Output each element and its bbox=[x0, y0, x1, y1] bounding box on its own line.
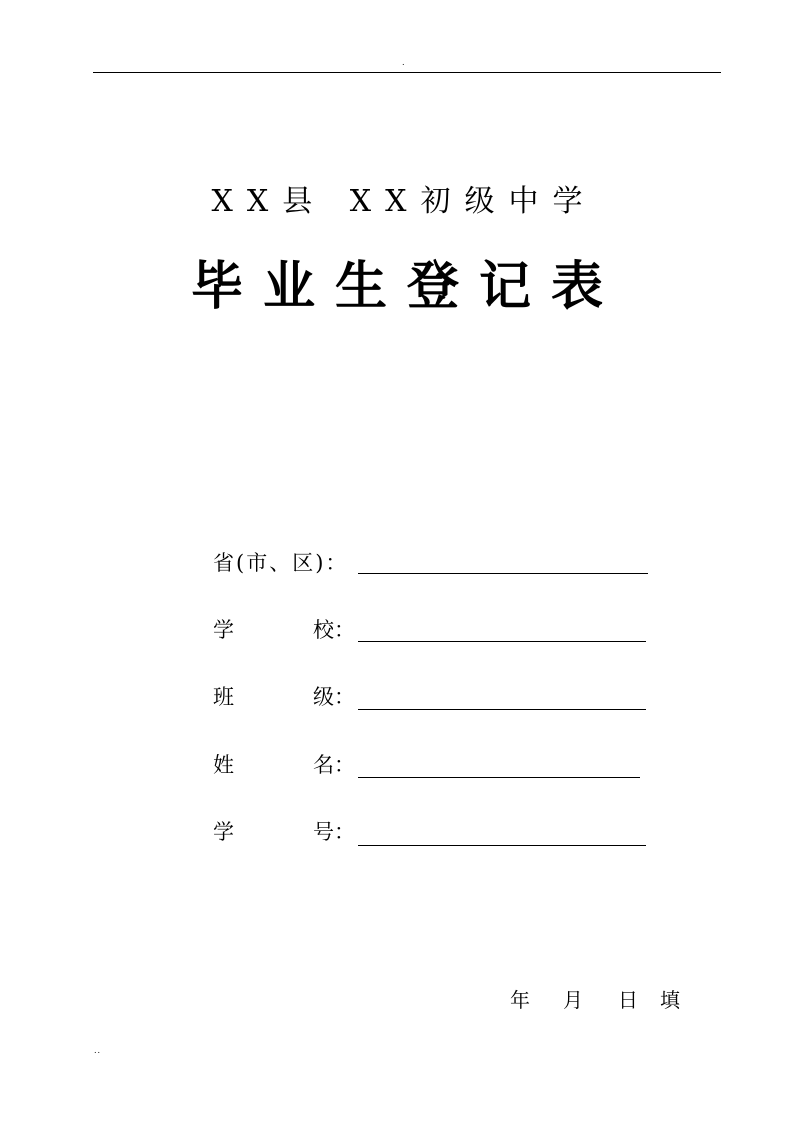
class-label-right: 级： bbox=[313, 685, 355, 709]
student-number-label-left: 学 bbox=[213, 820, 234, 844]
form-title: 毕业生登记表 bbox=[190, 256, 623, 317]
class-field-label bbox=[213, 685, 355, 709]
name-field-line bbox=[358, 777, 640, 778]
province-label-text: 省(市、区)： bbox=[213, 551, 349, 575]
school-field-line bbox=[358, 641, 646, 642]
class-label-left: 班 bbox=[213, 685, 234, 709]
date-fill-label: 填 bbox=[660, 988, 680, 1012]
class-field-line bbox=[358, 709, 646, 710]
date-month-label: 月 bbox=[563, 988, 583, 1012]
province-field-label bbox=[213, 551, 355, 575]
header-mark: . bbox=[402, 58, 405, 67]
student-number-field-line bbox=[358, 845, 646, 846]
name-label-left: 姓 bbox=[213, 753, 234, 777]
date-day-label: 日 bbox=[618, 988, 638, 1012]
school-label-right: 校： bbox=[313, 618, 355, 642]
name-field-label bbox=[213, 753, 355, 777]
header-rule bbox=[93, 72, 721, 73]
school-title: XX县 XX初级中学 bbox=[211, 184, 597, 219]
school-field-label bbox=[213, 618, 355, 642]
date-year-label: 年 bbox=[510, 988, 530, 1012]
student-number-label-right: 号： bbox=[313, 820, 355, 844]
name-label-right: 名： bbox=[313, 753, 355, 777]
school-label-left: 学 bbox=[213, 618, 234, 642]
footer-mark: .. bbox=[94, 1046, 102, 1055]
province-field-line bbox=[358, 573, 648, 574]
student-number-field-label bbox=[213, 820, 355, 844]
